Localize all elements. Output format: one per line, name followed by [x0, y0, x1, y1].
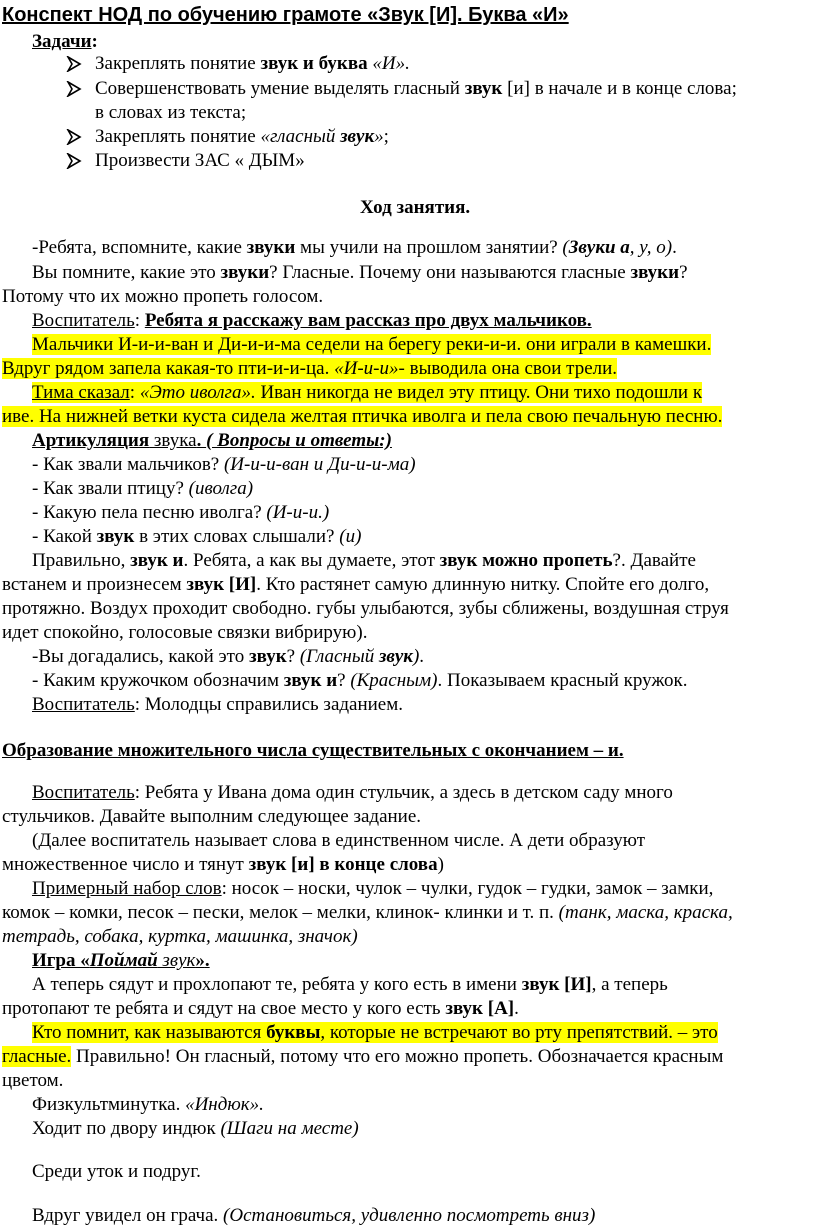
paragraph-line: Воспитатель: Ребята у Ивана дома один стульчик, а здесь в детском саду много [32, 782, 673, 803]
paragraph-line: Потому что их можно пропеть голосом. [2, 286, 324, 307]
arrow-bullet-icon [66, 56, 82, 72]
task-4: Произвести ЗАС « ДЫМ» [95, 150, 305, 171]
paragraph-line: тетрадь, собака, куртка, машинка, значок) [2, 926, 358, 947]
paragraph-line: встанем и произнесем звук [И]. Кто растянет самую длинную нитку. Спойте его долго, [2, 574, 710, 595]
paragraph-line: -Вы догадались, какой это звук? (Гласный звук). [32, 646, 425, 667]
paragraph-line: гласные. Правильно! Он гласный, потому что его можно пропеть. Обозначается красным [2, 1046, 724, 1067]
task-3: Закреплять понятие «гласный звук»; [95, 126, 389, 147]
arrow-bullet-icon [66, 129, 82, 145]
section-heading-plural: Образование множительного числа существительных с окончанием – и. [2, 740, 624, 761]
highlighted-line: Вдруг рядом запела какая-то пти-и-и-ца. «И-и-и»- выводила она свои трели. [2, 358, 618, 379]
game-heading: Игра «Поймай звук». [32, 950, 210, 971]
document-title: Конспект НОД по обучению грамоте «Звук [И]. Буква «И» [2, 4, 569, 26]
paragraph-line: Воспитатель: Молодцы справились заданием. [32, 694, 404, 715]
paragraph-line: цветом. [2, 1070, 64, 1091]
paragraph-line: протяжно. Воздух проходит свободно. губы улыбаются, зубы сближены, воздушная струя [2, 598, 729, 619]
highlighted-line: иве. На нижней ветки куста сидела желтая птичка иволга и пела свою печальную песню. [2, 406, 723, 427]
highlighted-line: Тима сказал: «Это иволга». Иван никогда не видел эту птицу. Они тихо подошли к [32, 382, 703, 403]
paragraph-line: - Каким кружочком обозначим звук и? (Красным). Показываем красный кружок. [32, 670, 688, 691]
poem-line: Ходит по двору индюк (Шаги на месте) [32, 1118, 359, 1139]
question-line: - Какой звук в этих словах слышали? (и) [32, 526, 362, 547]
task-1: Закреплять понятие звук и буква «И». [95, 53, 410, 74]
paragraph-line: Примерный набор слов: носок – носки, чулок – чулки, гудок – гудки, замок – замки, [32, 878, 714, 899]
poem-line: Среди уток и подруг. [32, 1161, 201, 1182]
paragraph-line: Воспитатель: Ребята я расскажу вам рассказ про двух мальчиков. [32, 310, 592, 331]
paragraph-line: Правильно, звук и. Ребята, а как вы думаете, этот звук можно пропеть?. Давайте [32, 550, 696, 571]
paragraph-line: Вы помните, какие это звуки? Гласные. Почему они называются гласные звуки? [32, 262, 688, 283]
paragraph-line: комок – комки, песок – пески, мелок – мелки, клинок- клинки и т. п. (танк, маска, краска, [2, 902, 733, 923]
paragraph-line: Физкультминутка. «Индюк». [32, 1094, 264, 1115]
paragraph-line: А теперь сядут и прохлопают те, ребята у кого есть в имени звук [И], а теперь [32, 974, 668, 995]
paragraph-line: идет спокойно, голосовые связки вибрирую). [2, 622, 368, 643]
tasks-heading: Задачи: [32, 31, 98, 52]
highlighted-line: Кто помнит, как называются буквы, которые не встречают во рту препятствий. – это [32, 1022, 718, 1043]
task-2-cont: в словах из текста; [95, 102, 247, 123]
arrow-bullet-icon [66, 153, 82, 169]
paragraph-line: (Далее воспитатель называет слова в единственном числе. А дети образуют [32, 830, 646, 851]
question-line: - Как звали птицу? (иволга) [32, 478, 254, 499]
highlighted-line: Мальчики И-и-и-ван и Ди-и-и-ма седели на берегу реки-и-и. они играли в камешки. [32, 334, 712, 355]
paragraph-line: множественное число и тянут звук [и] в конце слова) [2, 854, 444, 875]
arrow-bullet-icon [66, 81, 82, 97]
paragraph-line: стульчиков. Давайте выполним следующее задание. [2, 806, 422, 827]
paragraph-line: протопают те ребята и сядут на свое место у кого есть звук [А]. [2, 998, 519, 1019]
task-2: Совершенствовать умение выделять гласный звук [и] в начале и в конце слова; [95, 78, 737, 99]
paragraph-line: Артикуляция звука. ( Вопросы и ответы:) [32, 430, 392, 451]
section-heading-lesson: Ход занятия. [360, 197, 471, 218]
paragraph-line: -Ребята, вспомните, какие звуки мы учили на прошлом занятии? (Звуки а, у, о). [32, 237, 677, 258]
question-line: - Какую пела песню иволга? (И-и-и.) [32, 502, 330, 523]
question-line: - Как звали мальчиков? (И-и-и-ван и Ди-и-и-ма) [32, 454, 416, 475]
poem-line: Вдруг увидел он грача. (Остановиться, удивленно посмотреть вниз) [32, 1205, 596, 1226]
